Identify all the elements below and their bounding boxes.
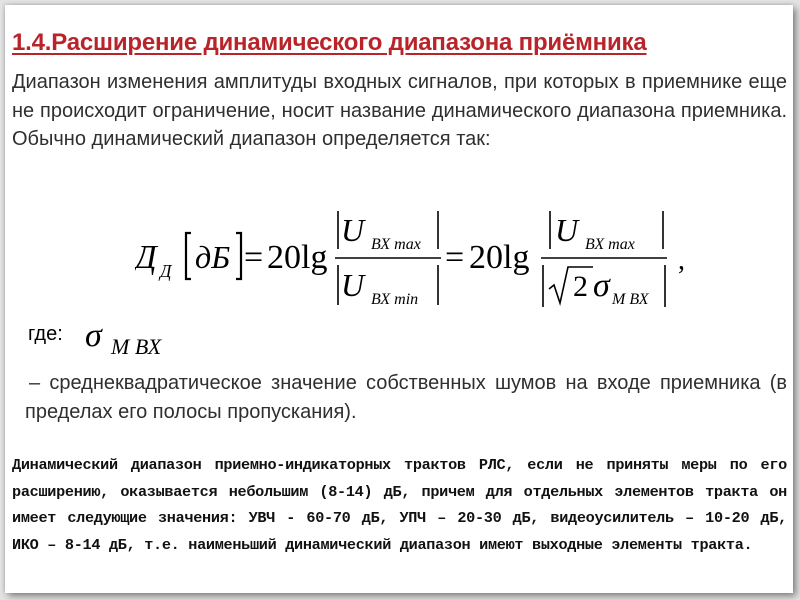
where-sigma: σ: [85, 317, 102, 354]
coef-1: 20lg: [267, 239, 328, 276]
formula-unit: дБ: [195, 239, 231, 275]
den-1: U: [341, 267, 365, 303]
num-1-sub: ВХ max: [371, 236, 421, 253]
den-1-sub: ВХ min: [371, 291, 419, 308]
den-2-coef: 2: [573, 270, 588, 303]
den-2-sigma: σ: [593, 267, 610, 304]
slide-title: 1.4.Расширение динамического диапазона приёмника: [12, 29, 647, 56]
num-2: U: [555, 212, 579, 248]
num-2-sub: ВХ max: [585, 236, 635, 253]
equals-1: =: [244, 239, 264, 276]
where-label: где:: [28, 323, 63, 345]
bottom-paragraph: Динамический диапазон приемно-индикаторных трактов РЛС, если не приняты меры по его расширению, оказывается небольшим (8-14) дБ, причем для отдельных элементов тракта он имеет следующие значения: УВЧ - 60-70 дБ, УПЧ – 20-30 дБ, видеоусилитель – 10-20 дБ, ИКО – 8-14 дБ, т.е. наименьший динамический диапазон имеют выходные элементы тракта.: [12, 456, 787, 554]
trailing-comma: ,: [678, 245, 685, 276]
where-sigma-sub: М ВХ: [111, 334, 162, 359]
sigma-description: – среднеквадратическое значение собственных шумов на входе приемника (в пределах его полосы пропускания).: [25, 372, 787, 423]
intro-paragraph: Диапазон изменения амплитуды входных сигналов, при которых в приемнике еще не происходит ограничение, носит название динамического диапазона приемника. Обычно динамический диапазон определяется так:: [12, 71, 787, 150]
coef-2: 20lg: [469, 239, 530, 276]
den-2-sub: М ВХ: [612, 291, 649, 308]
formula-lhs: Д: [135, 239, 157, 276]
num-1: U: [341, 212, 365, 248]
slide: [5, 5, 793, 593]
left-bracket: [186, 233, 191, 279]
equals-2: =: [445, 239, 465, 276]
right-bracket: [236, 233, 241, 279]
dynamic-range-formula: [135, 197, 735, 317]
formula-lhs-sub: Д: [160, 261, 172, 281]
noise-sigma-symbol: [85, 310, 215, 360]
